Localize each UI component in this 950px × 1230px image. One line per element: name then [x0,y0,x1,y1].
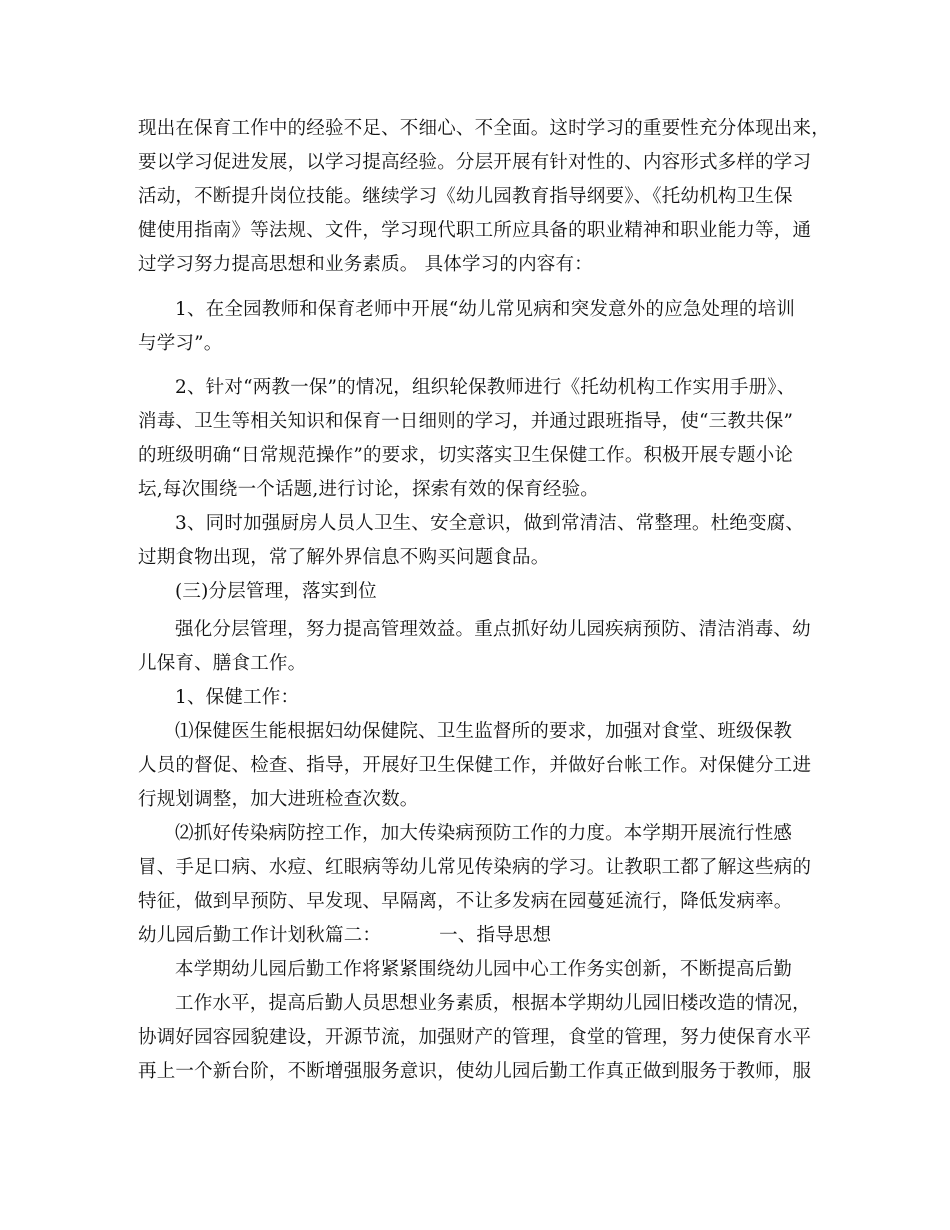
section-heading: (三)分层管理，落实到位 [175,581,377,602]
text-line: 行规划调整，加大进班检查次数。 [138,789,419,810]
text-line: 再上一个新台阶，不断增强服务意识，使幼儿园后勤工作真正做到服务于教师，服 [138,1061,812,1082]
list-item-3: 3、同时加强厨房人员人卫生、安全意识，做到常清洁、常整理。杜绝变腐、 [175,513,805,534]
paragraph-start: ⑴保健医生能根据妇幼保健院、卫生监督所的要求，加强对食堂、班级保教 [175,721,793,742]
text-line: 工作水平，提高后勤人员思想业务素质，根据本学期幼儿园旧楼改造的情况， [175,993,811,1014]
list-item-1: 1、在全园教师和保育老师中开展“幼儿常见病和突发意外的应急处理的培训 [175,299,796,320]
text-line: 过学习努力提高思想和业务素质。 具体学习的内容有： [138,254,593,275]
section-heading: 一、指导思想 [439,925,552,946]
text-line: 冒、手足口病、水痘、红眼病等幼儿常见传染病的学习。让教职工都了解这些病的 [138,857,812,878]
list-item-2: 2、针对“两教一保”的情况，组织轮保教师进行《托幼机构工作实用手册》、 [175,377,796,398]
text-line: 现出在保育工作中的经验不足、不细心、不全面。这时学习的重要性充分体现出来， [138,118,830,139]
text-line: 要以学习促进发展，以学习提高经验。分层开展有针对性的、内容形式多样的学习 [138,152,812,173]
subheading: 1、保健工作： [175,687,300,708]
text-line [138,924,551,948]
text-line: 活动，不断提升岗位技能。继续学习《幼儿园教育指导纲要》、《托幼机构卫生保 [138,186,793,207]
part-title: 幼儿园后勤工作计划秋篇二： [138,925,382,946]
text-line: 与学习”。 [138,333,223,354]
text-line: 协调好园容园貌建设，开源节流，加强财产的管理，食堂的管理，努力使保育水平 [138,1027,812,1048]
paragraph-start: 强化分层管理，努力提高管理效益。重点抓好幼儿园疾病预防、清洁消毒、幼 [175,619,811,640]
text-line: 儿保育、膳食工作。 [138,653,307,674]
text-line: 消毒、卫生等相关知识和保育一日细则的学习，并通过跟班指导，使“三教共保” [138,411,794,432]
paragraph-start: 本学期幼儿园后勤工作将紧紧围绕幼儿园中心工作务实创新，不断提高后勤 [175,959,793,980]
text-line: 健使用指南》等法规、文件，学习现代职工所应具备的职业精神和职业能力等，通 [138,220,812,241]
text-line: 特征，做到早预防、早发现、早隔离，不让多发病在园蔓延流行，降低发病率。 [138,891,793,912]
text-line: 过期食物出现，常了解外界信息不购买问题食品。 [138,547,550,568]
text-line: 的班级明确“日常规范操作”的要求，切实落实卫生保健工作。积极开展专题小论 [138,445,794,466]
paragraph-start: ⑵抓好传染病防控工作，加大传染病预防工作的力度。本学期开展流行性感 [175,823,793,844]
text-line: 坛,每次围绕一个话题,进行讨论，探索有效的保育经验。 [138,479,599,500]
text-line: 人员的督促、检查、指导，开展好卫生保健工作，并做好台帐工作。对保健分工进 [138,755,812,776]
